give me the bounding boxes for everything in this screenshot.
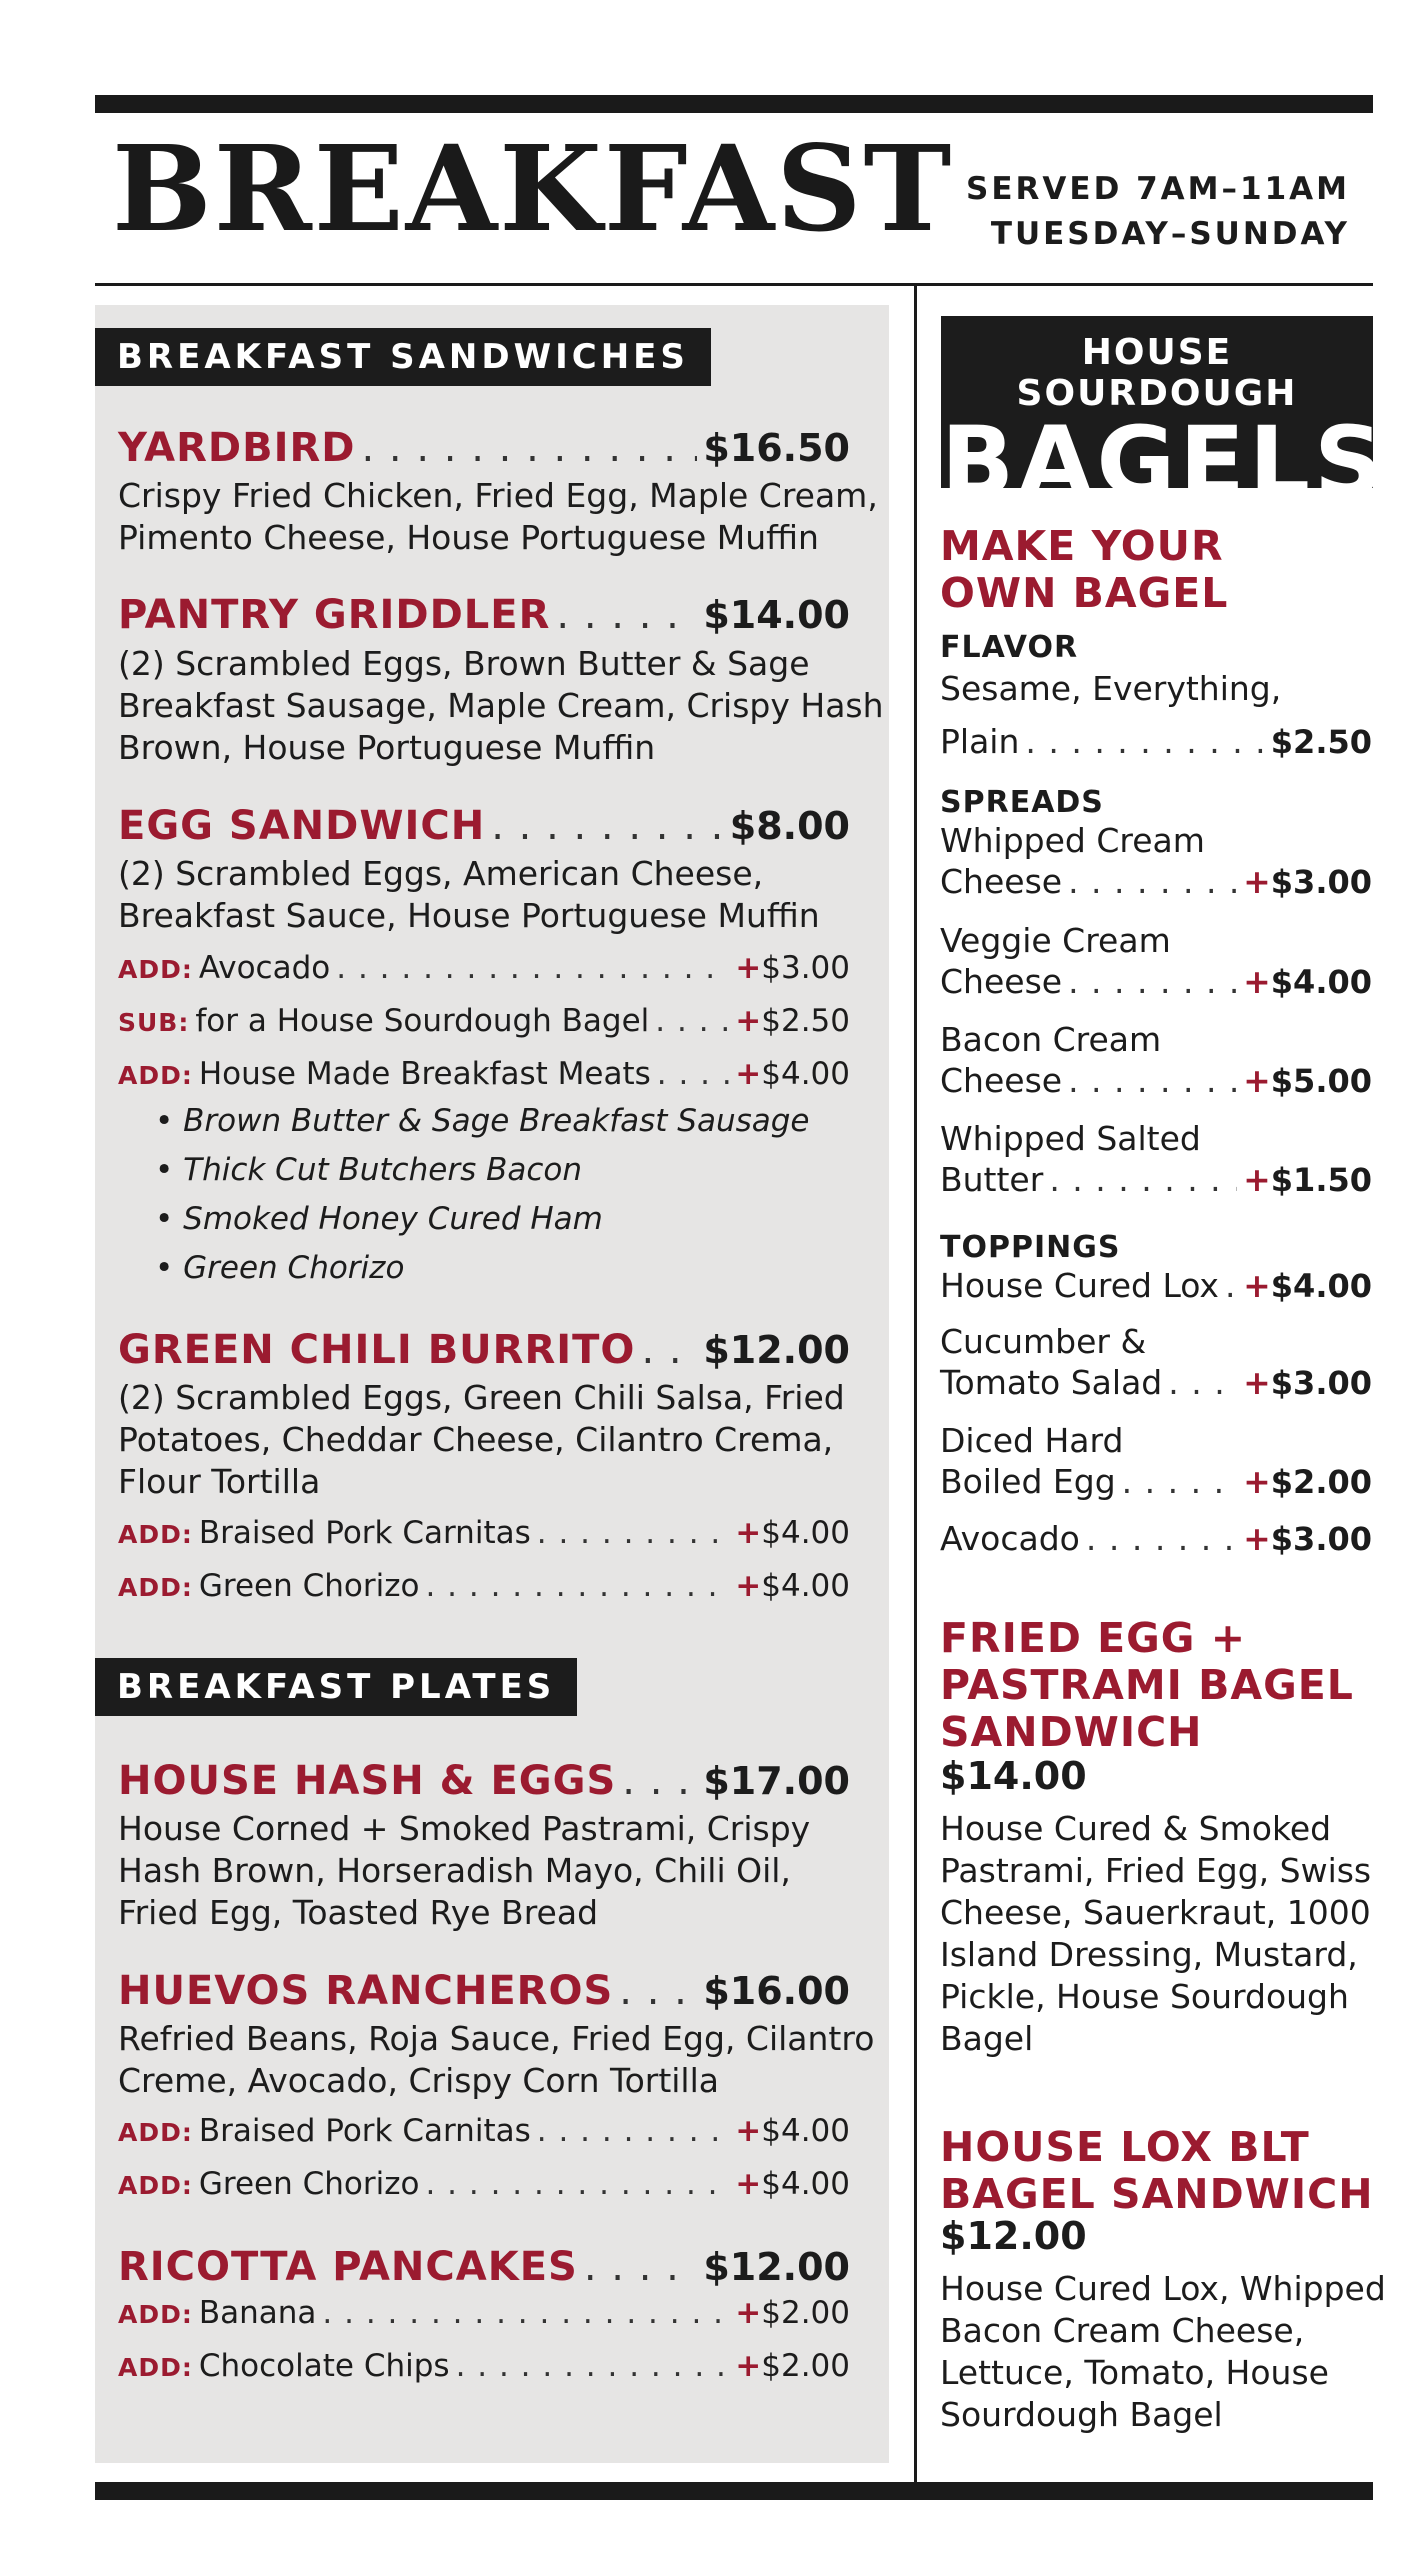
item-green-chili-burrito [118,1327,850,1373]
item-name: GREEN CHILI BURRITO [118,1327,636,1373]
item-price: $16.00 [703,1969,850,2013]
topping-row: Tomato Salad . . . + $3.00 [940,1363,1372,1402]
bagels-title: BAGELS [941,406,1388,518]
spread-row: Cheese . . . + $5.00 [940,1061,1372,1100]
flavor-text: Sesame, Everything, [940,669,1282,708]
item-price: $14.00 [703,593,850,637]
leader-dots [361,425,697,471]
flavor-label: FLAVOR [940,630,1079,665]
section-breakfast-plates: BREAKFAST PLATES [95,1658,577,1716]
leader-dots [491,803,724,849]
item-name: RICOTTA PANCAKES [118,2244,578,2290]
item-description: Refried Beans, Roja Sauce, Fried Egg, Cilantro Creme, Avocado, Crispy Corn Tortilla [118,2019,875,2100]
spread-line: Whipped Salted [940,1119,1201,1158]
item-egg-sandwich [118,803,850,849]
item-name: EGG SANDWICH [118,803,486,849]
toppings-label: TOPPINGS [940,1230,1121,1265]
make-your-own-title: MAKE YOUR OWN BAGEL [940,522,1229,617]
addon-row: ADD: Braised Pork Carnitas . . . + $4.00 [118,2113,850,2149]
item-name: YARDBIRD [118,425,356,471]
spread-row: Cheese . . . + $3.00 [940,862,1372,901]
header-rule [95,283,1373,286]
addon-row: ADD: House Made Breakfast Meats . . . + $4.00 [118,1056,850,1092]
bagels-subtitle: HOUSE SOURDOUGH [1016,332,1298,414]
leader-dots [584,2244,698,2290]
item-price: $12.00 [703,2245,850,2289]
item-name: HUEVOS RANCHEROS [118,1968,614,2014]
item-name: HOUSE HASH & EGGS [118,1758,617,1804]
leader-dots [556,592,697,638]
addon-row: ADD: Avocado . . . + $3.00 [118,950,850,986]
item-huevos-rancheros [118,1968,850,2014]
leader-dots [641,1327,697,1373]
bottom-rule [95,2482,1373,2500]
meat-option: • Brown Butter & Sage Breakfast Sausage [155,1103,810,1139]
item-description: (2) Scrambled Eggs, Brown Butter & Sage Breakfast Sausage, Maple Cream, Crispy Hash Brown, House Portuguese Muffin [118,644,884,767]
addon-row: SUB: for a House Sourdough Bagel . . . + $2.50 [118,1003,850,1039]
hours-line-1: SERVED 7AM–11AM [966,171,1350,207]
item-description: House Corned + Smoked Pastrami, Crispy Hash Brown, Horseradish Mayo, Chili Oil, Fried Egg, Toasted Rye Bread [118,1809,811,1932]
meat-option: • Smoked Honey Cured Ham [155,1201,603,1237]
spread-line: Whipped Cream [940,821,1205,860]
pastrami-bagel-description: House Cured & Smoked Pastrami, Fried Egg, Swiss Cheese, Sauerkraut, 1000 Island Dressing, Mustard, Pickle, House Sourdough Bagel [940,1809,1372,2058]
item-yardbird [118,425,850,471]
item-house-hash [118,1758,850,1804]
pastrami-bagel-title: FRIED EGG + PASTRAMI BAGEL SANDWICH [940,1614,1354,1756]
item-price: $8.00 [729,804,850,848]
column-divider [914,286,917,2482]
item-price: $17.00 [703,1759,850,1803]
leader-dots [619,1968,697,2014]
lox-blt-description: House Cured Lox, Whipped Bacon Cream Cheese, Lettuce, Tomato, House Sourdough Bagel [940,2269,1386,2434]
item-price: $12.00 [703,1328,850,1372]
page-title: BREAKFAST [112,119,954,258]
lox-blt-title: HOUSE LOX BLT BAGEL SANDWICH [940,2123,1374,2218]
item-description: (2) Scrambled Eggs, American Cheese, Breakfast Sauce, House Portuguese Muffin [118,854,820,935]
addon-row: ADD: Chocolate Chips . . . + $2.00 [118,2348,850,2384]
topping-row: House Cured Lox . . . + $4.00 [940,1266,1372,1305]
topping-row: Avocado . . . + $3.00 [940,1519,1372,1558]
flavor-row: Plain . . . $2.50 [940,722,1372,761]
pastrami-bagel-price: $14.00 [940,1754,1087,1798]
meat-option: • Thick Cut Butchers Bacon [155,1152,582,1188]
item-price: $16.50 [703,426,850,470]
topping-line: Diced Hard [940,1421,1124,1460]
item-pantry-griddler [118,592,850,638]
topping-row: Boiled Egg . . . + $2.00 [940,1462,1372,1501]
addon-row: ADD: Green Chorizo . . . + $4.00 [118,2166,850,2202]
addon-row: ADD: Green Chorizo . . . + $4.00 [118,1568,850,1604]
section-breakfast-sandwiches: BREAKFAST SANDWICHES [95,328,711,386]
item-ricotta-pancakes [118,2244,850,2290]
item-description: Crispy Fried Chicken, Fried Egg, Maple Cream, Pimento Cheese, House Portuguese Muffin [118,476,878,557]
spread-line: Bacon Cream [940,1020,1162,1059]
topping-line: Cucumber & [940,1322,1147,1361]
spread-row: Butter . . . + $1.50 [940,1160,1372,1199]
addon-row: ADD: Banana . . . + $2.00 [118,2295,850,2331]
spread-row: Cheese . . . + $4.00 [940,962,1372,1001]
item-description: (2) Scrambled Eggs, Green Chili Salsa, Fried Potatoes, Cheddar Cheese, Cilantro Crema, Flour Tortilla [118,1378,845,1501]
addon-row: ADD: Braised Pork Carnitas . . . + $4.00 [118,1515,850,1551]
hours-line-2: TUESDAY–SUNDAY [990,216,1350,252]
spread-line: Veggie Cream [940,921,1171,960]
lox-blt-price: $12.00 [940,2214,1087,2258]
bagels-header-box [941,316,1388,518]
leader-dots [622,1758,697,1804]
meat-option: • Green Chorizo [155,1250,405,1286]
spreads-label: SPREADS [940,785,1104,820]
item-name: PANTRY GRIDDLER [118,592,551,638]
top-rule [95,95,1373,113]
